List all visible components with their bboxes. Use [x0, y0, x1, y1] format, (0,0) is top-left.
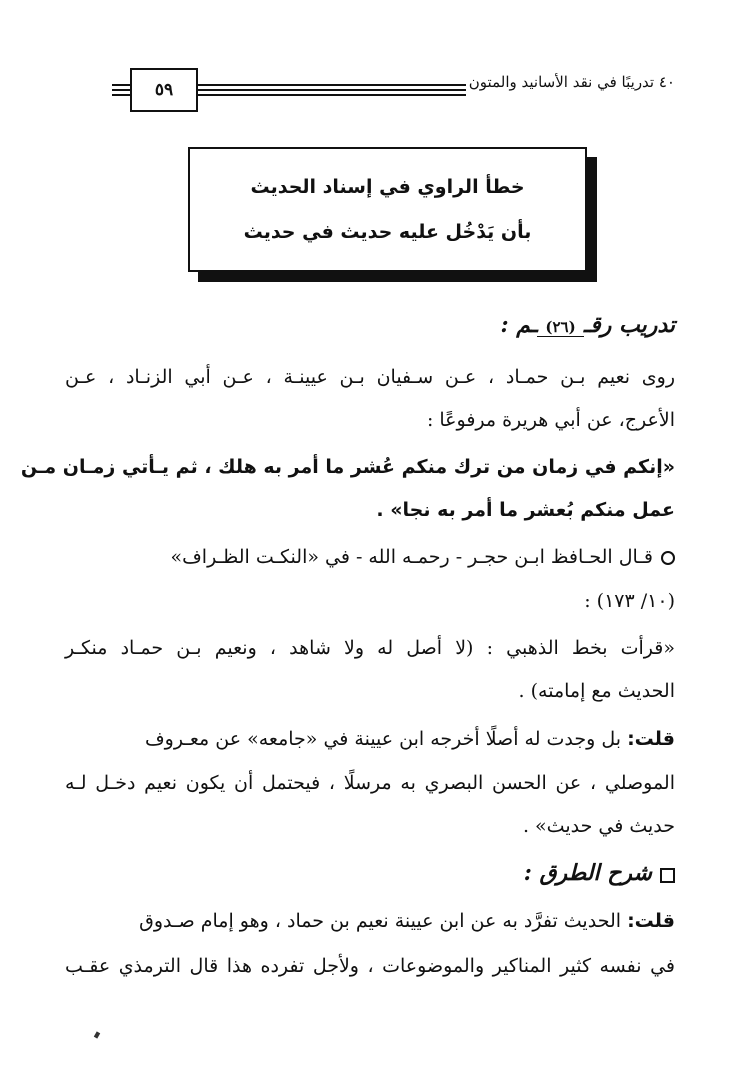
- section-heading: [524, 860, 675, 886]
- circle-bullet-icon: [661, 551, 675, 565]
- text-line: الموصلي ، عن الحسن البصري به مرسلًا ، فيحتمل أن يكون نعيم دخـل لـه: [65, 772, 675, 794]
- page-number: ٥٩: [130, 68, 198, 112]
- header-rule-left: [112, 84, 130, 96]
- qult-text: الحديث تفرَّد به عن ابن عيينة نعيم بن حماد ، وهو إمام صـدوق: [139, 910, 622, 932]
- exercise-label: تدريب رقـ: [583, 312, 675, 338]
- exercise-label-end: ـم :: [500, 312, 538, 338]
- text-line: الحديث مع إمامته) .: [518, 680, 675, 702]
- qult-line: [145, 728, 675, 750]
- qult-text: بل وجدت له أصلًا أخرجه ابن عيينة في «جامعه» عن معـروف: [144, 728, 622, 750]
- section-title-line-2: بأن يَدْخُل عليه حديث في حديث: [243, 220, 532, 243]
- header-rule-right: [198, 84, 466, 96]
- hadith-line: عمل منكم بُعشر ما أمر به نجا» .: [376, 499, 675, 521]
- square-bullet-icon: [660, 868, 675, 883]
- text-line: في نفسه كثير المناكير والموضوعات ، ولأجل تفرده هذا قال الترمذي عقـب: [65, 955, 675, 977]
- section-heading-text: شرح الطرق :: [523, 860, 652, 886]
- quote-intro: [65, 546, 675, 568]
- scan-mark: [94, 1031, 100, 1038]
- text-line: (١٠/ ١٧٣) :: [584, 590, 675, 612]
- text-line: حديث في حديث» .: [522, 815, 675, 837]
- qult-label: قلت:: [627, 910, 675, 932]
- section-title-line-1: خطأ الراوي في إسناد الحديث: [250, 175, 525, 198]
- section-title-box: [188, 147, 587, 272]
- running-title: ٤٠ تدريبًا في نقد الأسانيد والمتون: [468, 73, 675, 91]
- text-line: «قرأت بخط الذهبي : (لا أصل له ولا شاهد ، ونعيم بـن حمـاد منكـر: [65, 637, 675, 659]
- hadith-line: «إنكم في زمان من ترك منكم عُشر ما أمر به هلك ، ثم يـأتي زمـان مـن: [20, 456, 675, 478]
- qult-label: قلت:: [627, 728, 675, 750]
- quote-intro-text: قـال الحـافظ ابـن حجـر - رحمـه الله - في «النكـت الظـراف»: [170, 546, 653, 568]
- text-line: روى نعيم بـن حمـاد ، عـن سـفيان بـن عيينـة ، عـن أبي الزنـاد ، عـن: [65, 366, 675, 388]
- text-line: الأعرج، عن أبي هريرة مرفوعًا :: [426, 409, 675, 431]
- qult-line: [139, 910, 675, 932]
- exercise-number: (٢٦): [537, 318, 583, 337]
- exercise-heading: [501, 312, 675, 338]
